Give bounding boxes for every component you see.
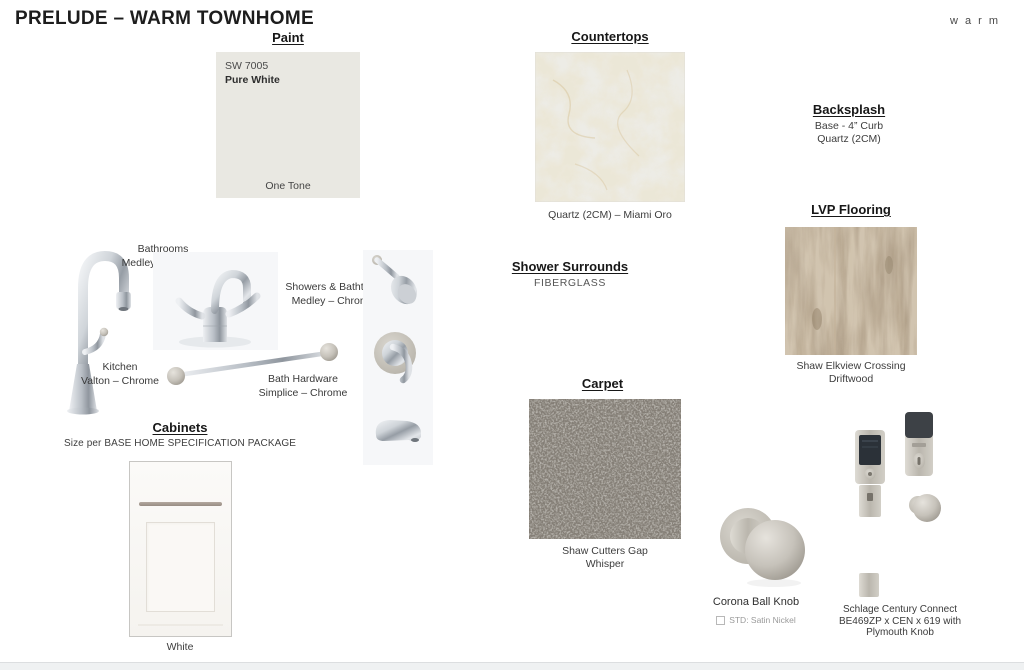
paint-header: Paint [272, 30, 304, 45]
paint-note: One Tone [265, 180, 311, 192]
countertop-quartz-image [535, 52, 685, 202]
carpet-header: Carpet [581, 376, 624, 391]
lvp-header: LVP Flooring [811, 202, 891, 217]
bath-hardware-label-line2: Simplice – Chrome [258, 386, 348, 399]
bathrooms-label-line1: Bathrooms [137, 243, 189, 255]
corona-ball-knob-image [716, 498, 811, 590]
paint-swatch [216, 52, 360, 198]
schlage-entry-set-image [840, 405, 952, 603]
backsplash-line1: Base - 4” Curb [814, 120, 884, 132]
carpet-caption-line2: Whisper [585, 558, 625, 570]
cabinets-subtitle: Size per BASE HOME SPECIFICATION PACKAGE [63, 438, 297, 449]
schlage-caption-line3: Plymouth Knob [866, 627, 934, 638]
carpet-caption-line1: Shaw Cutters Gap [562, 545, 648, 557]
paint-code: SW 7005 [225, 60, 269, 72]
shower-surrounds-header: Shower Surrounds [511, 259, 629, 274]
knob-std-text: STD: Satin Nickel [729, 615, 796, 625]
cabinets-header: Cabinets [152, 420, 208, 435]
cabinet-panel [146, 522, 215, 612]
kitchen-label-line2: Valton – Chrome [80, 374, 159, 387]
lvp-caption-line2: Driftwood [828, 373, 874, 385]
bathrooms-label-line2: Medley – Chrome [121, 256, 205, 269]
carpet-image [529, 399, 681, 539]
paint-name: Pure White [225, 74, 280, 86]
cabinet-caption: White [166, 641, 194, 653]
kitchen-label-line1: Kitchen [102, 361, 138, 373]
bath-hardware-label-line1: Bath Hardware [267, 373, 339, 385]
shower-surrounds-value: FIBERGLASS [534, 277, 606, 289]
cabinet-door-image [129, 461, 232, 637]
knob-std-note [696, 615, 816, 625]
cabinet-bottom-rail [138, 624, 223, 626]
showers-label-line2: Medley – Chrome [291, 294, 375, 307]
collection-label: w a r m [950, 15, 1001, 27]
countertops-header: Countertops [571, 29, 649, 44]
showers-label-line1: Showers & Bathtubs [285, 281, 381, 293]
cabinet-drawer-pull [139, 502, 222, 506]
slide-bottom-edge [0, 662, 1024, 670]
page-title: PRELUDE – WARM TOWNHOME [15, 8, 314, 29]
corona-knob-caption: Corona Ball Knob [712, 596, 800, 608]
schlage-caption-line1: Schlage Century Connect [843, 604, 957, 615]
countertop-caption: Quartz (2CM) – Miami Oro [548, 209, 672, 221]
lvp-flooring-image [785, 227, 917, 355]
backsplash-header: Backsplash [812, 102, 886, 117]
shower-trim-image [363, 250, 433, 465]
lvp-caption-line1: Shaw Elkview Crossing [796, 360, 906, 372]
backsplash-line2: Quartz (2CM) [817, 133, 881, 145]
std-checkbox-icon [716, 616, 725, 625]
schlage-caption-line2: BE469ZP x CEN x 619 with [838, 615, 962, 627]
